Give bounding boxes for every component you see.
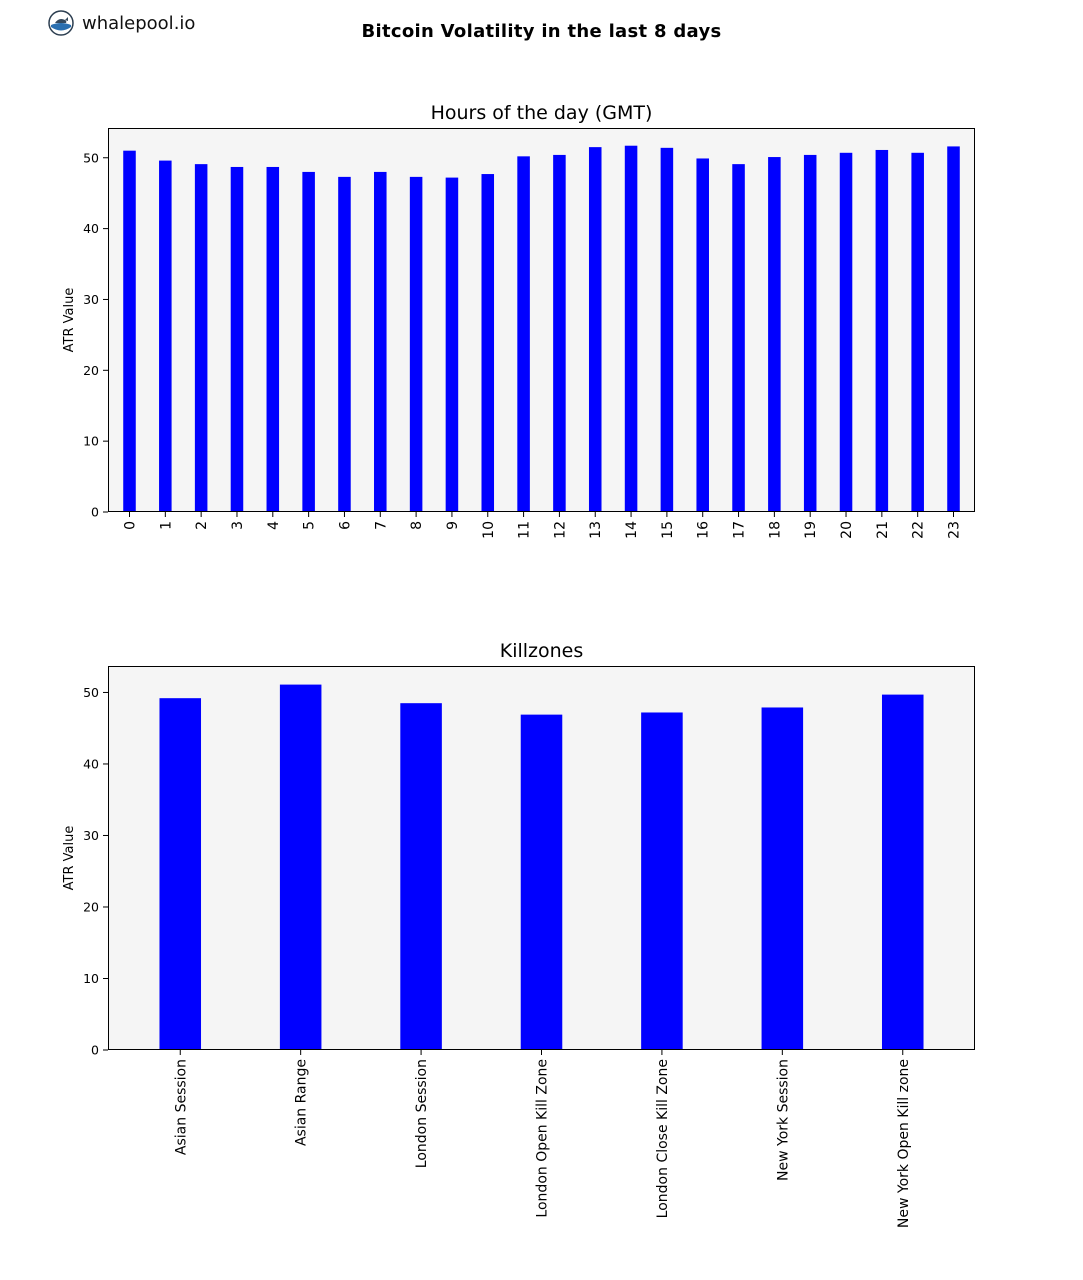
bar-15: [661, 148, 674, 512]
x-tick-label: 5: [301, 521, 318, 530]
x-tick-label: London Session: [414, 1059, 431, 1169]
x-tick-label: 12: [552, 521, 569, 539]
x-tick-label: London Open Kill Zone: [534, 1059, 551, 1218]
bar-london-session: [400, 703, 442, 1050]
y-tick-label: 30: [83, 291, 99, 307]
bar-13: [589, 147, 602, 512]
bar-5: [302, 172, 315, 512]
bar-7: [374, 172, 387, 512]
chart-title: Killzones: [499, 640, 584, 662]
x-tick-label: 16: [695, 521, 712, 539]
y-tick-label: 30: [83, 827, 99, 843]
bar-12: [553, 155, 566, 512]
chart-1: [62, 102, 975, 539]
bar-6: [338, 177, 351, 512]
x-tick-label: 20: [839, 521, 856, 539]
bar-2: [195, 164, 208, 512]
y-tick-label: 50: [83, 684, 99, 700]
bar-19: [804, 155, 817, 512]
x-tick-label: 0: [122, 521, 139, 530]
bar-9: [446, 178, 459, 512]
x-tick-label: 13: [588, 521, 605, 539]
y-tick-label: 20: [83, 899, 99, 915]
x-tick-label: 11: [516, 521, 533, 539]
x-tick-label: 8: [409, 521, 426, 530]
bar-23: [947, 146, 960, 512]
y-tick-label: 10: [83, 970, 99, 986]
bar-10: [481, 174, 494, 512]
y-tick-label: 0: [91, 504, 99, 520]
x-tick-label: 4: [265, 521, 282, 530]
bar-new-york-session: [762, 707, 804, 1050]
x-tick-label: 22: [910, 521, 927, 539]
bar-20: [840, 153, 853, 512]
x-tick-label: Asian Range: [293, 1059, 310, 1147]
x-tick-label: Asian Session: [173, 1059, 190, 1156]
x-tick-label: 19: [803, 521, 820, 539]
page-title: Bitcoin Volatility in the last 8 days: [361, 21, 722, 42]
x-tick-label: 21: [874, 521, 891, 539]
y-axis-label: ATR Value: [62, 825, 77, 891]
bar-16: [696, 158, 709, 512]
x-tick-label: 7: [373, 521, 390, 530]
bar-1: [159, 161, 172, 512]
x-tick-label: London Close Kill Zone: [654, 1059, 671, 1219]
bar-4: [267, 167, 280, 512]
y-tick-label: 50: [83, 150, 99, 166]
bar-14: [625, 146, 638, 512]
x-tick-label: 6: [337, 521, 354, 530]
y-tick-label: 40: [83, 221, 99, 237]
bar-london-open-kill-zone: [521, 715, 563, 1050]
x-tick-label: 2: [194, 521, 211, 530]
x-tick-label: New York Open Kill zone: [895, 1059, 912, 1229]
x-tick-label: 10: [480, 521, 497, 539]
bar-asian-session: [159, 698, 201, 1050]
bar-22: [911, 153, 924, 512]
bar-18: [768, 157, 781, 512]
bar-21: [876, 150, 889, 512]
bar-11: [517, 156, 530, 512]
x-tick-label: New York Session: [775, 1059, 792, 1181]
chart-2: [62, 640, 975, 1228]
y-tick-label: 40: [83, 756, 99, 772]
y-tick-label: 0: [91, 1042, 99, 1058]
bar-0: [123, 151, 136, 512]
bar-3: [231, 167, 244, 512]
x-tick-label: 1: [158, 521, 175, 530]
y-axis-label: ATR Value: [62, 287, 77, 353]
bar-new-york-open-kill-zone: [882, 695, 924, 1050]
bar-8: [410, 177, 423, 512]
brand-name: whalepool.io: [82, 12, 196, 34]
x-tick-label: 17: [731, 521, 748, 539]
x-tick-label: 14: [624, 521, 641, 539]
y-tick-label: 20: [83, 362, 99, 378]
x-tick-label: 3: [229, 521, 246, 530]
x-tick-label: 9: [444, 521, 461, 530]
bar-asian-range: [280, 685, 322, 1050]
x-tick-label: 18: [767, 521, 784, 539]
y-tick-label: 10: [83, 433, 99, 449]
x-tick-label: 23: [946, 521, 963, 539]
x-tick-label: 15: [659, 521, 676, 539]
chart-title: Hours of the day (GMT): [430, 102, 653, 124]
bar-17: [732, 164, 745, 512]
bar-london-close-kill-zone: [641, 712, 683, 1050]
